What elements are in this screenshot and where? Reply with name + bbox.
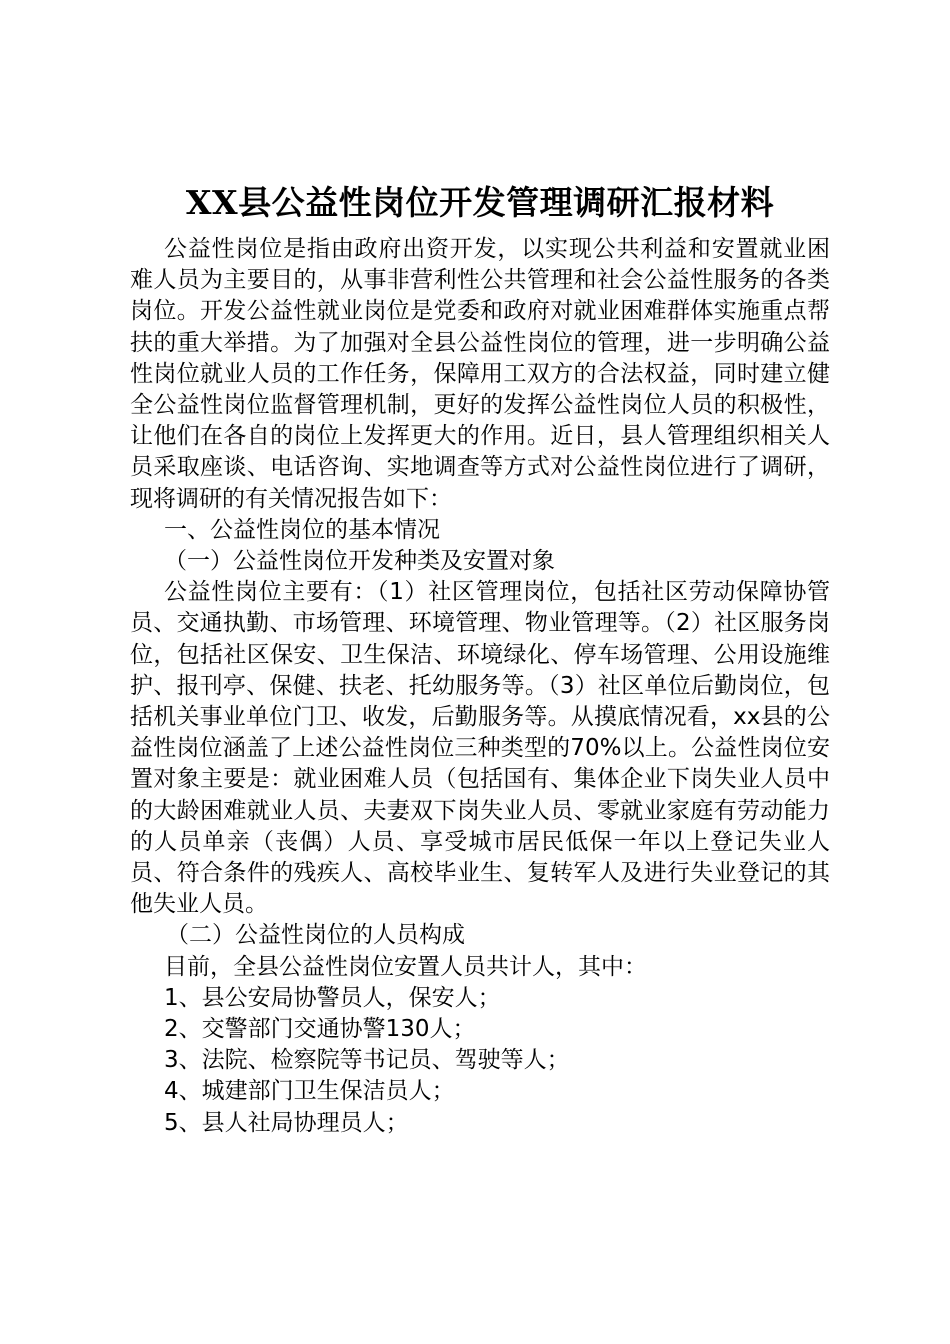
list-item-1: 1、县公安局协警员人，保安人； — [164, 984, 501, 1011]
list-item-5: 5、县人社局协理员人； — [164, 1109, 409, 1136]
list-item-3: 3、法院、检察院等书记员、驾驶等人； — [164, 1047, 570, 1074]
subsection-heading-1: （一）公益性岗位开发种类及安置对象 — [164, 548, 555, 575]
document-body — [130, 234, 830, 1139]
position-types-paragraph: 公益性岗位主要有：（1）社区管理岗位，包括社区劳动保障协管员、交通执勤、市场管理、环境管理、物业管理等。（2）社区服务岗位，包括社区保安、卫生保洁、环境绿化、停车场管理、公用设施维护、报刊亭、保健、扶老、托幼服务等。（3）社区单位后勤岗位，包括机关事业单位门卫、收发，后勤服务等。从摸底情况看，xx县的公益性岗位涵盖了上述公益性岗位三种类型的70%以上。公益性岗位安置对象主要是：就业困难人员（包括国有、集体企业下岗失业人员中的大龄困难就业人员、夫妻双下岗失业人员、零就业家庭有劳动能力的人员单亲（丧偶）人员、享受城市居民低保一年以上登记失业人员、符合条件的残疾人、高校毕业生、复转军人及进行失业登记的其他失业人员。 — [130, 579, 830, 918]
list-item-2: 2、交警部门交通协警130人； — [164, 1016, 476, 1043]
subsection-heading-2: （二）公益性岗位的人员构成 — [166, 922, 465, 949]
section-heading-1: 一、公益性岗位的基本情况 — [164, 516, 440, 543]
document-title: XX县公益性岗位开发管理调研汇报材料 — [185, 183, 775, 222]
list-item-4: 4、城建部门卫生保洁员人； — [164, 1078, 455, 1105]
staff-total-paragraph: 目前，全县公益性岗位安置人员共计人，其中： — [164, 953, 647, 980]
intro-paragraph: 公益性岗位是指由政府出资开发，以实现公共利益和安置就业困难人员为主要目的，从事非营利性公共管理和社会公益性服务的各类岗位。开发公益性就业岗位是党委和政府对就业困难群体实施重点帮扶的重大举措。为了加强对全县公益性岗位的管理，进一步明确公益性岗位就业人员的工作任务，保障用工双方的合法权益，同时建立健全公益性岗位监督管理机制，更好的发挥公益性岗位人员的积极性，让他们在各自的岗位上发挥更大的作用。近日，县人管理组织相关人员采取座谈、电话咨询、实地调查等方式对公益性岗位进行了调研，现将调研的有关情况报告如下： — [130, 236, 830, 512]
